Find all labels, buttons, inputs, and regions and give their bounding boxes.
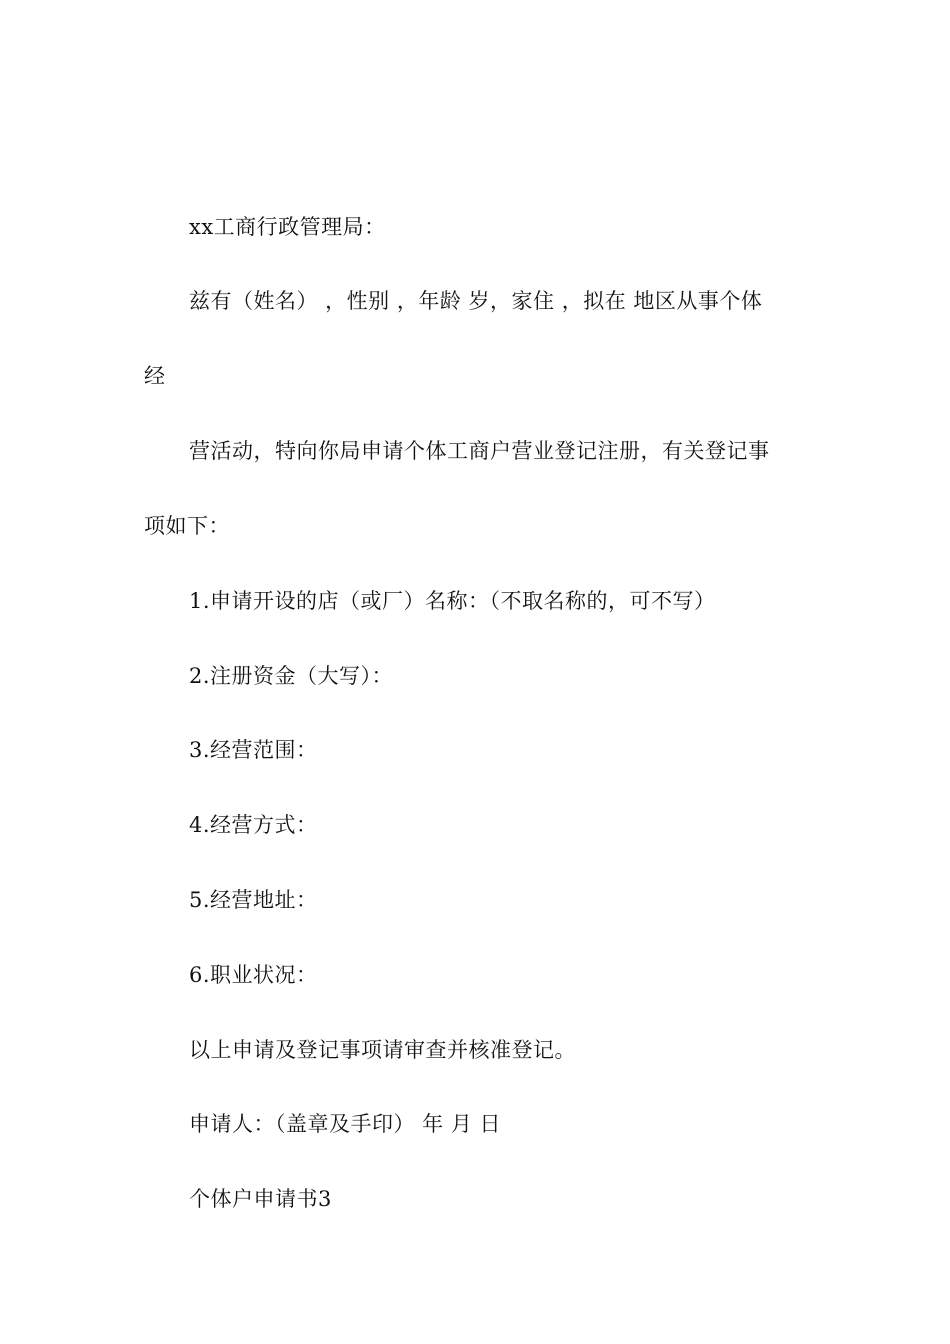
closing-statement: 以上申请及登记事项请审查并核准登记。 [189, 1038, 576, 1062]
salutation: xx工商行政管理局： [189, 215, 386, 239]
list-item: 5.经营地址： [189, 888, 318, 912]
paragraph-line: 兹有（姓名） ，性别 ，年龄 岁，家住 ，拟在 地区从事个体 [189, 289, 763, 313]
list-item: 4.经营方式： [189, 813, 318, 837]
signature-line: 申请人：（盖章及手印） 年 月 日 [189, 1112, 502, 1136]
paragraph-line: 经 [144, 364, 166, 388]
section-title: 个体户申请书3 [189, 1187, 332, 1211]
list-item: 2.注册资金（大写）： [189, 664, 394, 688]
paragraph-line: 项如下： [144, 514, 230, 538]
list-item: 6.职业状况： [189, 963, 318, 987]
paragraph-line: 营活动，特向你局申请个体工商户营业登记注册，有关登记事 [189, 439, 770, 463]
list-item: 1.申请开设的店（或厂）名称：（不取名称的，可不写） [189, 589, 716, 613]
list-item: 3.经营范围： [189, 738, 318, 762]
